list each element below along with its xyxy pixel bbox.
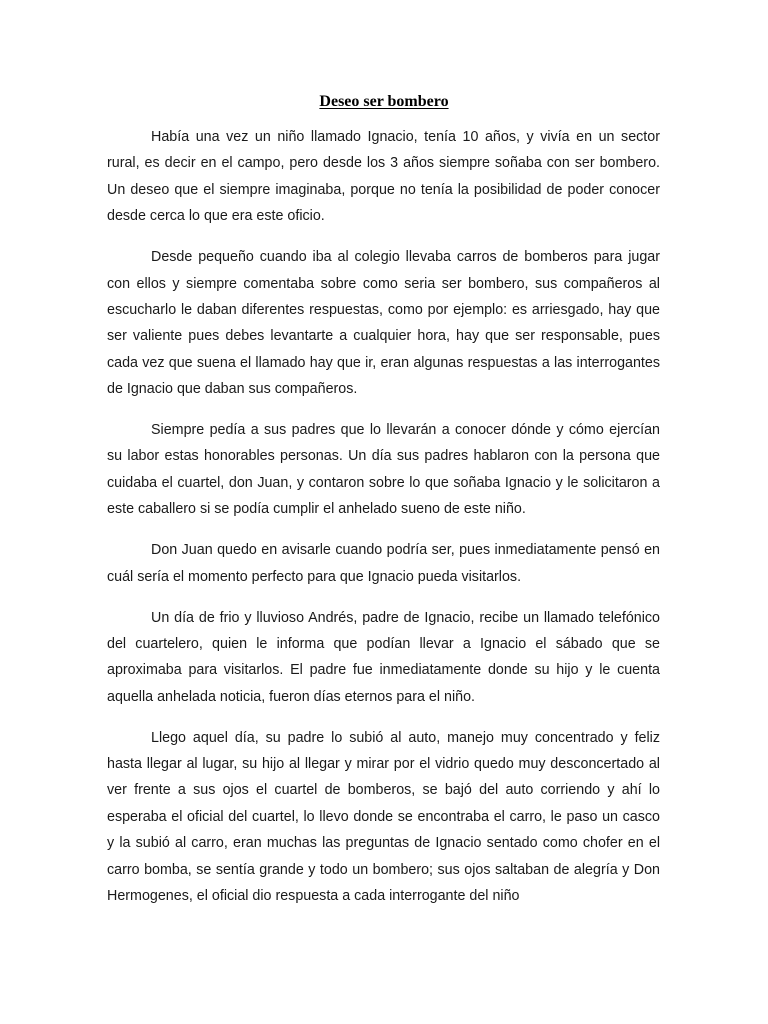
document-title: Deseo ser bombero (319, 93, 449, 110)
paragraph: Un día de frio y lluvioso Andrés, padre de Ignacio, recibe un llamado telefónico del cuartelero, quien le informa que podían llevar a Ignacio el sábado que se aproximaba para visitarlos. El padre fue inmediatamente donde su hijo y le cuenta aquella anhelada noticia, fueron días eternos para el niño. (107, 609, 660, 705)
paragraph: Desde pequeño cuando iba al colegio llevaba carros de bomberos para jugar con ellos y siempre comentaba sobre como seria ser bombero, sus compañeros al escucharlo le daban diferentes respuestas, como por ejemplo: es arriesgado, hay que ser valiente pues debes levantarte a cualquier hora, hay que ser responsable, pues cada vez que suena el llamado hay que ir, eran algunas respuestas a las interrogantes de Ignacio que daban sus compañeros. (107, 249, 660, 398)
paragraph: Había una vez un niño llamado Ignacio, tenía 10 años, y vivía en un sector rural, es decir en el campo, pero desde los 3 años siempre soñaba con ser bombero. Un deseo que el siempre imaginaba, porque no tenía la posibilidad de poder conocer desde cerca lo que era este oficio. (107, 129, 660, 225)
document-body (107, 124, 660, 924)
paragraph: Don Juan quedo en avisarle cuando podría ser, pues inmediatamente pensó en cuál sería el momento perfecto para que Ignacio pueda visitarlos. (107, 542, 660, 585)
paragraph: Llego aquel día, su padre lo subió al auto, manejo muy concentrado y feliz hasta llegar al lugar, su hijo al llegar y mirar por el vidrio quedo muy desconcertado al ver frente a sus ojos el cuartel de bomberos, se bajó del auto corriendo y ahí lo esperaba el oficial del cuartel, lo llevo donde se encontraba el carro, le paso un casco y la subió al carro, eran muchas las preguntas de Ignacio sentado como chofer en el carro bomba, se sentía grande y todo un bombero; sus ojos saltaban de alegría y Don Hermogenes, el oficial dio respuesta a cada interrogante del niño (107, 729, 660, 905)
paragraph: Siempre pedía a sus padres que lo llevarán a conocer dónde y cómo ejercían su labor estas honorables personas. Un día sus padres hablaron con la persona que cuidaba el cuartel, don Juan, y contaron sobre lo que soñaba Ignacio y le solicitaron a este caballero si se podía cumplir el anhelado sueno de este niño. (107, 422, 660, 518)
